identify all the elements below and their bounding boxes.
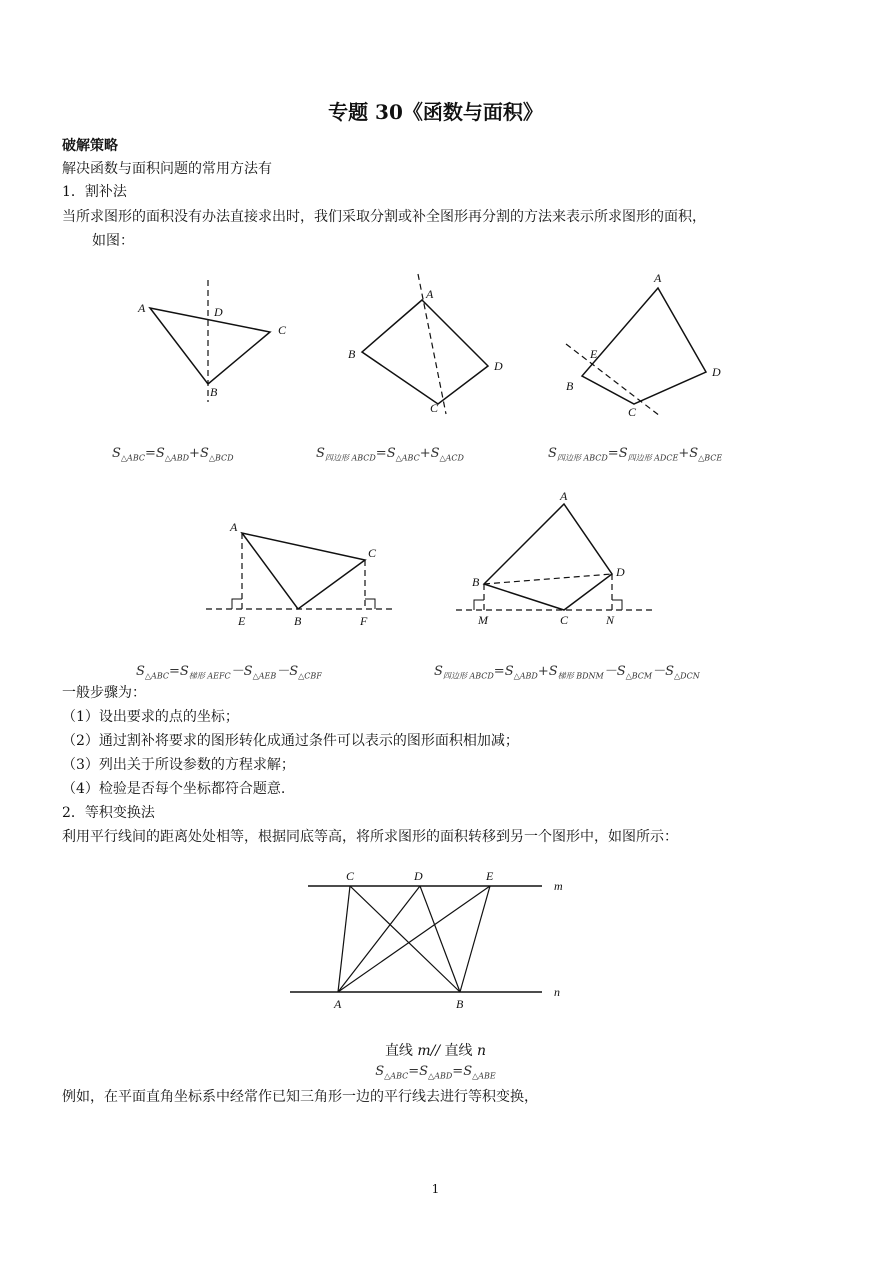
quadrilateral-abcd [484, 504, 612, 610]
label-b: B [566, 379, 574, 393]
step-item: （3）列出关于所设参数的方程求解； [62, 757, 295, 773]
intro-text: 解决函数与面积问题的常用方法有 [62, 161, 272, 177]
label-m: M [478, 613, 488, 627]
label-c: C [430, 401, 439, 415]
label-c: C [560, 613, 569, 627]
step-item: （1）设出要求的点的坐标； [62, 709, 239, 725]
segment-bd [420, 886, 460, 992]
label-d: D [712, 365, 721, 379]
label-b: B [210, 385, 218, 399]
figure-triangle-trapezoid [200, 515, 400, 635]
triangle-abc [242, 533, 365, 609]
dashed-ec-line [566, 344, 660, 416]
label-a: A [230, 520, 238, 534]
label-b: B [472, 575, 480, 589]
segment-ac [338, 886, 350, 992]
label-d: D [214, 305, 223, 319]
formula-4: $S_{\triangle ABC}=S_{梯形 AEFC}-S_{\triangle AEB}-S_{\triangle CBF}$ [136, 664, 322, 681]
label-f: F [360, 614, 368, 628]
steps-heading: 一般步骤为： [62, 685, 146, 701]
label-e: E [486, 869, 494, 883]
method2-heading: 2．等积变换法 [62, 805, 155, 821]
segment-ad [338, 886, 420, 992]
right-angle-f [365, 599, 375, 609]
step-item: （4）检验是否每个坐标都符合题意. [62, 781, 286, 797]
label-a: A [138, 301, 146, 315]
formula-2: $S_{四边形 ABCD}=S_{\triangle ABC}+S_{\triangle ACD}$ [316, 446, 464, 463]
segment-ae [338, 886, 490, 992]
formula-6: $S_{\triangle ABC}=S_{\triangle ABD}=S_{\triangle ABE}$ [375, 1064, 496, 1081]
method1-heading: 1．割补法 [62, 184, 127, 200]
page-number: 1 [431, 1182, 440, 1196]
segment-be [460, 886, 490, 992]
label-b: B [348, 347, 356, 361]
formula-3: $S_{四边形 ABCD}=S_{四边形 ADCE}+S_{\triangle BCE}$ [548, 446, 723, 463]
label-n: N [606, 613, 615, 627]
label-c: C [628, 405, 637, 418]
right-angle-e [232, 599, 242, 609]
label-a: A [654, 271, 662, 285]
label-m: m [554, 879, 563, 893]
figure-quad-trapezoid [450, 488, 670, 628]
figure-triangle-split [120, 270, 310, 410]
label-d: D [414, 869, 423, 883]
label-a: A [426, 287, 434, 301]
label-d: D [616, 565, 625, 579]
label-e: E [590, 347, 598, 361]
formula-5: $S_{四边形 ABCD}=S_{\triangle ABD}+S_{梯形 BDNM}-S_{\triangle BCM}-S_{\triangle DCN}$ [434, 664, 700, 681]
right-angle-m [474, 600, 484, 610]
triangle-abc [150, 308, 270, 384]
figure-quad-split-ec [560, 268, 740, 418]
figure-quad-split-diagonal [340, 268, 530, 418]
label-d: D [494, 359, 503, 373]
label-c: C [278, 323, 287, 337]
right-angle-n [612, 600, 622, 610]
figure-parallel-lines [280, 862, 580, 1022]
label-b: B [456, 997, 464, 1011]
quadrilateral-abcd [362, 300, 488, 404]
label-e: E [238, 614, 246, 628]
label-n: n [554, 985, 560, 999]
page-title: 专题 30《函数与面积》 [328, 100, 543, 124]
section-heading: 破解策略 [62, 138, 118, 154]
segment-bc [350, 886, 460, 992]
quadrilateral-abcd [582, 288, 706, 404]
method1-desc-line2: 如图： [92, 233, 134, 249]
formula-1: $S_{\triangle ABC}=S_{\triangle ABD}+S_{\triangle BCD}$ [112, 446, 234, 463]
method1-desc-line1: 当所求图形的面积没有办法直接求出时，我们采取分割或补全图形再分割的方法来表示所求图形的面积， [62, 209, 706, 225]
label-a: A [560, 489, 568, 503]
example-text: 例如，在平面直角坐标系中经常作已知三角形一边的平行线去进行等积变换， [62, 1089, 538, 1105]
label-c: C [368, 546, 377, 560]
dashed-bd [484, 574, 612, 584]
step-item: （2）通过割补将要求的图形转化成通过条件可以表示的图形面积相加减； [62, 733, 519, 749]
label-b: B [294, 614, 302, 628]
method2-desc: 利用平行线间的距离处处相等，根据同底等高，将所求图形的面积转移到另一个图形中，如图所示： [62, 829, 678, 845]
label-c: C [346, 869, 355, 883]
label-a: A [334, 997, 342, 1011]
parallel-caption: 直线 m// 直线 n [384, 1043, 487, 1059]
